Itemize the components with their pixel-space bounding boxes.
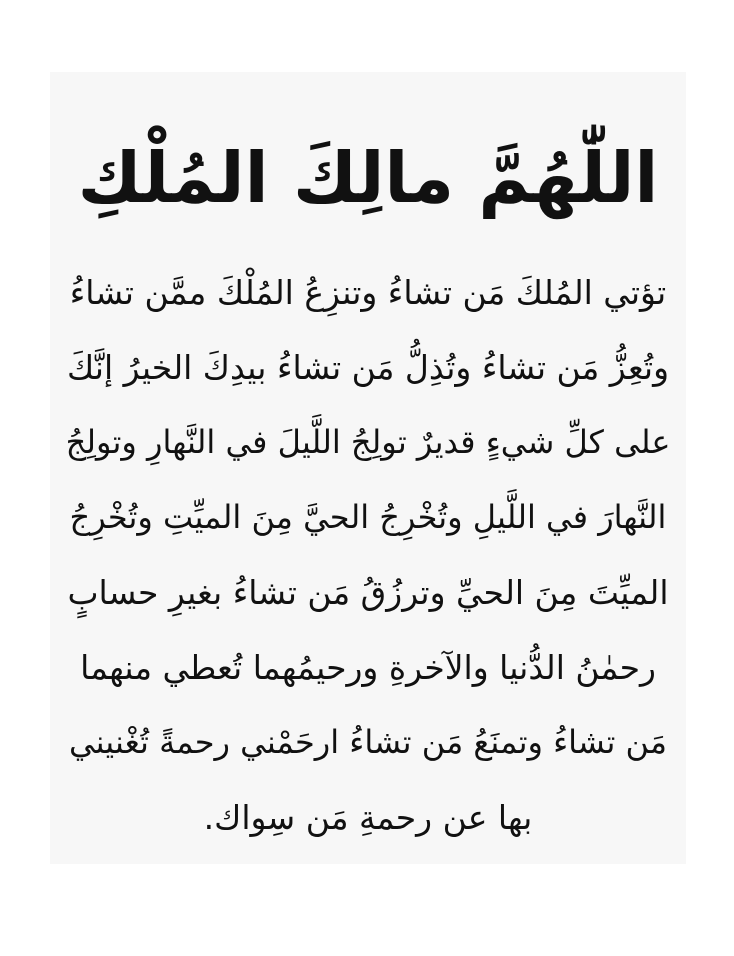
- dua-line-1: تؤتي المُلكَ مَن تشاءُ وتنزِعُ المُلْكَ ممَّن تشاءُ: [69, 273, 667, 312]
- dua-line-7: مَن تشاءُ وتمنَعُ مَن تشاءُ ارحَمْني رحمةً تُغْنيني: [68, 723, 668, 761]
- dua-line-2: وتُعِزُّ مَن تشاءُ وتُذِلُّ مَن تشاءُ بيدِكَ الخيرُ إنَّكَ: [66, 348, 670, 387]
- dua-line-8: بها عن رحمةِ مَن سِواك.: [203, 798, 533, 837]
- dua-line-6: رحمٰنُ الدُّنيا والآخرةِ ورحيمُهما تُعطي منهما: [80, 648, 656, 687]
- dua-title: اللّٰهُمَّ مالِكَ المُلْكِ: [77, 137, 659, 219]
- dua-line-3: على كلِّ شيءٍ قديرٌ تولِجُ اللَّيلَ في النَّهارِ وتولِجُ: [65, 423, 671, 461]
- dua-line-5: الميِّتَ مِنَ الحيِّ وترزُقُ مَن تشاءُ بغيرِ حسابٍ: [67, 573, 669, 612]
- dua-card: [50, 72, 686, 864]
- dua-line-4: النَّهارَ في اللَّيلِ وتُخْرِجُ الحيَّ مِنَ الميِّتِ وتُخْرِجُ: [69, 498, 667, 536]
- dua-body: [64, 255, 672, 855]
